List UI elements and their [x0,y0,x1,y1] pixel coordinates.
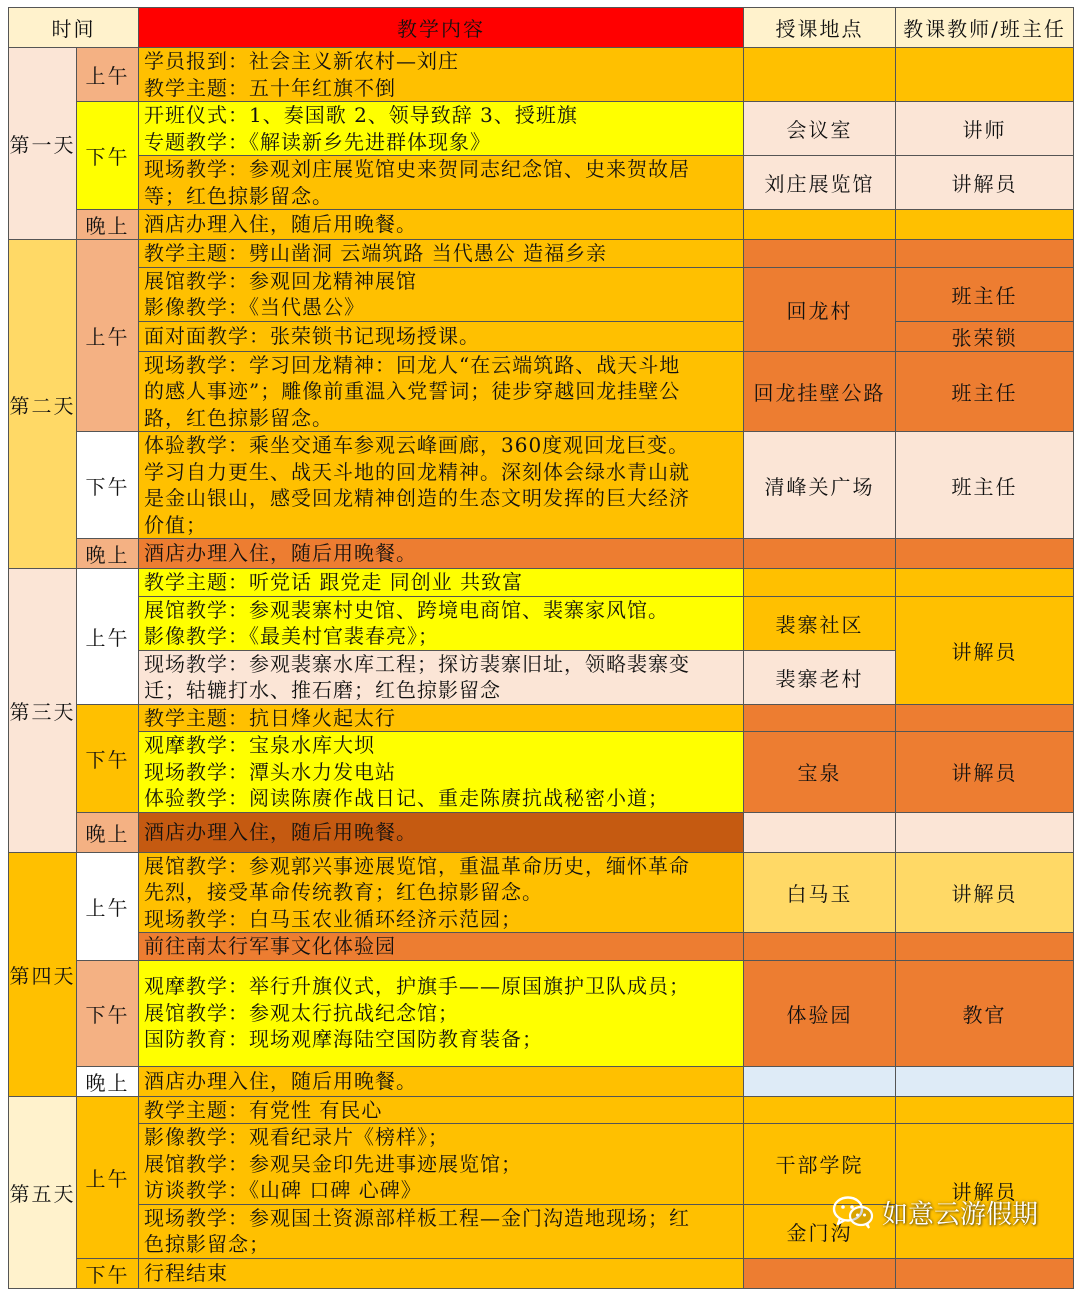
day3-label: 第三天 [9,569,77,853]
day3-afternoon-label: 下午 [77,704,139,812]
day4-row4-location [744,1066,896,1096]
day2-label: 第二天 [9,240,77,569]
content-line: 专题教学：《解读新乡先进群体现象》 [144,129,491,154]
schedule-document [8,7,1073,1287]
content-line: 的感人事迹”；雕像前重温入党誓词；徒步穿越回龙挂壁公 [144,379,681,403]
day2-row5-teacher: 班主任 [896,432,1074,539]
day4-row3-location: 体验园 [744,960,896,1066]
content-line: 国防教育：现场观摩海陆空国防教育装备； [144,1027,543,1052]
header-content: 教学内容 [139,8,744,48]
content-line: 现场教学：白马玉农业循环经济示范园； [144,906,522,931]
content-line: 访谈教学：《山碑 口碑 心碑》 [144,1178,422,1202]
day2-row6-location [744,539,896,569]
day5-afternoon-label: 下午 [77,1258,139,1288]
content-line: 影像教学：《当代愚公》 [144,295,365,319]
day1-morning-label: 上午 [77,48,139,102]
content-line: 展馆教学：参观回龙精神展馆 [144,268,417,293]
day5-row3-location: 金门沟 [744,1204,896,1258]
day3-row1-content: 教学主题：听党话 跟党走 同创业 共致富 [139,569,744,597]
content-line: 体验教学：乘坐交通车参观云峰画廊，360度观回龙巨变。 [144,433,690,457]
content-line: 先烈，接受革命传统教育；红色掠影留念。 [144,880,543,904]
content-line: 是金山银山，感受回龙精神创造的生态文明发挥的巨大经济 [144,486,690,510]
content-line: 色掠影留念； [144,1232,270,1256]
content-line: 展馆教学：参观吴金印先进事迹展览馆； [144,1151,522,1176]
day1-afternoon-label: 下午 [77,102,139,210]
day2-row6-teacher [896,539,1074,569]
day3-row3-location: 裴寨老村 [744,650,896,704]
day4-row1-teacher: 讲解员 [896,852,1074,933]
content-line: 展馆教学：参观裴寨村史馆、跨境电商馆、裴寨家风馆。 [144,597,669,622]
content-line: 现场教学：参观刘庄展览馆史来贺同志纪念馆、史来贺故居 [144,157,690,181]
day2-morning-label: 上午 [77,240,139,432]
day2-row2-teacher: 班主任 [896,267,1074,321]
day3-row2-content [139,596,744,650]
day2-row3-content: 面对面教学：张荣锁书记现场授课。 [139,321,744,351]
day2-row1-content: 教学主题：劈山凿洞 云端筑路 当代愚公 造福乡亲 [139,240,744,268]
day1-row3-content [139,156,744,210]
day4-row3-teacher: 教官 [896,960,1074,1066]
day4-row3-content [139,960,744,1066]
content-line: 观摩教学：举行升旗仪式，护旗手——原国旗护卫队成员； [144,974,690,999]
day2-afternoon-label: 下午 [77,432,139,539]
day5-row4-location [744,1258,896,1288]
day2-row3-teacher: 张荣锁 [896,321,1074,351]
day4-row2-location [744,933,896,961]
day2-row6-content: 酒店办理入住，随后用晚餐。 [139,539,744,569]
day4-label: 第四天 [9,852,77,1096]
day3-row1-teacher [896,569,1074,597]
day2-row2-content [139,267,744,321]
schedule-table [8,7,1074,1289]
day5-row1-content: 教学主题：有党性 有民心 [139,1096,744,1124]
day2-row4-location: 回龙挂壁公路 [744,351,896,432]
day5-row3-content [139,1204,744,1258]
day3-row6-teacher [896,812,1074,852]
content-line: 展馆教学：参观太行抗战纪念馆； [144,1000,459,1025]
content-line: 体验教学：阅读陈赓作战日记、重走陈赓抗战秘密小道； [144,786,669,810]
day2-row2-location: 回龙村 [744,267,896,351]
day3-row5-content [139,732,744,813]
day5-row2-location: 干部学院 [744,1124,896,1205]
day1-row1-location [744,48,896,102]
day4-evening-label: 晚上 [77,1066,139,1096]
day1-row2-content [139,102,744,156]
content-line: 影像教学：观看纪录片《榜样》； [144,1125,449,1149]
day4-row1-content [139,852,744,933]
day3-row4-teacher [896,704,1074,732]
day5-row4-content: 行程结束 [139,1258,744,1288]
content-line: 现场教学：参观裴寨水库工程；探访裴寨旧址，领略裴寨变 [144,651,690,676]
watermark [832,1194,1038,1230]
day3-morning-label: 上午 [77,569,139,705]
content-line: 影像教学：《最美村官裴春亮》； [144,624,439,648]
day1-row4-teacher [896,210,1074,240]
day2-row1-location [744,240,896,268]
day5-label: 第五天 [9,1096,77,1288]
day3-evening-label: 晚上 [77,812,139,852]
day1-row3-location: 刘庄展览馆 [744,156,896,210]
day1-row4-content: 酒店办理入住，随后用晚餐。 [139,210,744,240]
day3-row4-location [744,704,896,732]
day1-label: 第一天 [9,48,77,240]
content-line: 教学主题：五十年红旗不倒 [144,75,396,100]
content-line: 现场教学：潭头水力发电站 [144,759,396,784]
header-teacher: 教课教师/班主任 [896,8,1074,48]
day4-morning-label: 上午 [77,852,139,960]
wechat-icon [832,1195,874,1229]
content-line: 迁；轱辘打水、推石磨；红色掠影留念 [144,678,501,702]
content-line: 价值； [144,512,207,537]
content-line: 现场教学：学习回龙精神：回龙人“在云端筑路、战天斗地 [144,352,681,377]
content-line: 路，红色掠影留念。 [144,405,333,430]
day2-row5-location: 清峰关广场 [744,432,896,539]
content-line: 学员报到：社会主义新农村—刘庄 [144,49,459,73]
content-line: 观摩教学：宝泉水库大坝 [144,733,375,757]
day4-row2-content: 前往南太行军事文化体验园 [139,933,744,961]
header-time: 时间 [9,8,139,48]
day4-row1-location: 白马玉 [744,852,896,933]
day3-row5-location: 宝泉 [744,732,896,813]
day1-row2-location: 会议室 [744,102,896,156]
day5-morning-label: 上午 [77,1096,139,1258]
day3-row6-content: 酒店办理入住，随后用晚餐。 [139,812,744,852]
day3-row6-location [744,812,896,852]
watermark-text: 如意云游假期 [882,1199,1039,1230]
day1-row3-teacher: 讲解员 [896,156,1074,210]
day5-row2-content [139,1124,744,1205]
day4-row4-content: 酒店办理入住，随后用晚餐。 [139,1066,744,1096]
day1-row2-teacher: 讲师 [896,102,1074,156]
day1-row4-location [744,210,896,240]
day5-row1-teacher [896,1096,1074,1124]
day3-row4-content: 教学主题：抗日烽火起太行 [139,704,744,732]
day4-row2-teacher [896,933,1074,961]
day3-row2-location: 裴寨社区 [744,596,896,650]
day3-row5-teacher: 讲解员 [896,732,1074,813]
day2-row4-teacher: 班主任 [896,351,1074,432]
day3-row3-content [139,650,744,704]
day2-row5-content [139,432,744,539]
content-line: 等；红色掠影留念。 [144,183,333,208]
day2-row4-content [139,351,744,432]
day3-row1-location [744,569,896,597]
content-line: 学习自力更生、战天斗地的回龙精神。深刻体会绿水青山就 [144,459,690,484]
day1-evening-label: 晚上 [77,210,139,240]
day5-row2-teacher: 讲解员 [896,1124,1074,1259]
day1-row1-content [139,48,744,102]
day2-evening-label: 晚上 [77,539,139,569]
content-line: 现场教学：参观国土资源部样板工程—金门沟造地现场；红 [144,1205,690,1230]
day4-row4-teacher [896,1066,1074,1096]
content-line: 展馆教学：参观郭兴事迹展览馆，重温革命历史，缅怀革命 [144,853,690,878]
content-line: 开班仪式：1、奏国歌 2、领导致辞 3、授班旗 [144,103,578,127]
day5-row4-teacher [896,1258,1074,1288]
day4-afternoon-label: 下午 [77,960,139,1066]
header-location: 授课地点 [744,8,896,48]
day3-row2-teacher: 讲解员 [896,596,1074,704]
day5-row1-location [744,1096,896,1124]
day2-row1-teacher [896,240,1074,268]
day1-row1-teacher [896,48,1074,102]
